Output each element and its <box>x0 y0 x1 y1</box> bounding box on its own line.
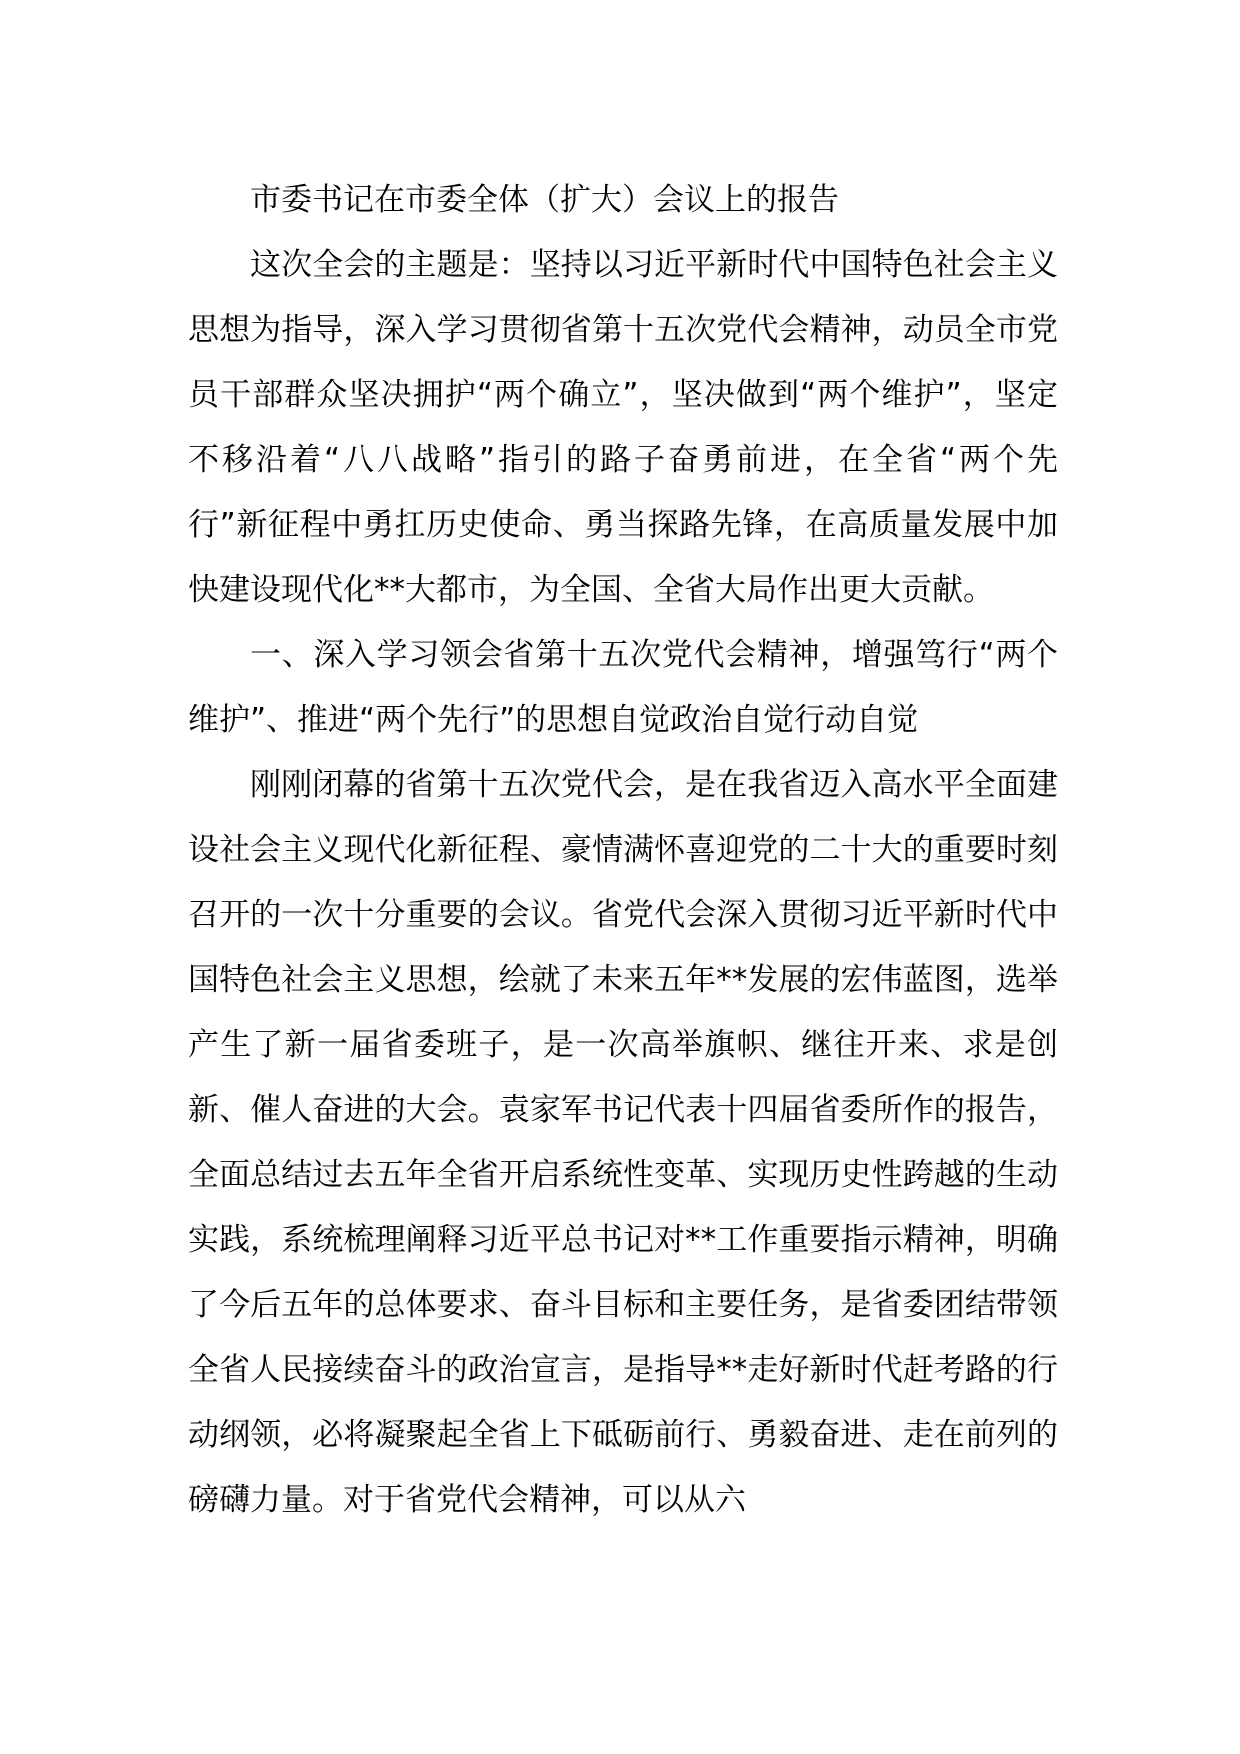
document-body <box>188 168 1058 1533</box>
document-title: 市委书记在市委全体（扩大）会议上的报告 <box>250 182 839 218</box>
section-heading-one: 一、深入学习领会省第十五次党代会精神，增强笃行“两个维护”、推进“两个先行”的思想自觉政治自觉行动自觉 <box>188 637 1058 738</box>
paragraph-congress: 刚刚闭幕的省第十五次党代会，是在我省迈入高水平全面建设社会主义现代化新征程、豪情满怀喜迎党的二十大的重要时刻召开的一次十分重要的会议。省党代会深入贯彻习近平新时代中国特色社会主义思想，绘就了未来五年**发展的宏伟蓝图，选举产生了新一届省委班子，是一次高举旗帜、继往开来、求是创新、催人奋进的大会。袁家军书记代表十四届省委所作的报告，全面总结过去五年全省开启系统性变革、实现历史性跨越的生动实践，系统梳理阐释习近平总书记对**工作重要指示精神，明确了今后五年的总体要求、奋斗目标和主要任务，是省委团结带领全省人民接续奋斗的政治宣言，是指导**走好新时代赶考路的行动纲领，必将凝聚起全省上下砥砺前行、勇毅奋进、走在前列的磅礴力量。对于省党代会精神，可以从六 <box>188 767 1058 1518</box>
paragraph-theme: 这次全会的主题是：坚持以习近平新时代中国特色社会主义思想为指导，深入学习贯彻省第十五次党代会精神，动员全市党员干部群众坚决拥护“两个确立”，坚决做到“两个维护”，坚定不移沿着“八八战略”指引的路子奋勇前进，在全省“两个先行”新征程中勇扛历史使命、勇当探路先锋，在高质量发展中加快建设现代化**大都市，为全国、全省大局作出更大贡献。 <box>188 247 1058 608</box>
